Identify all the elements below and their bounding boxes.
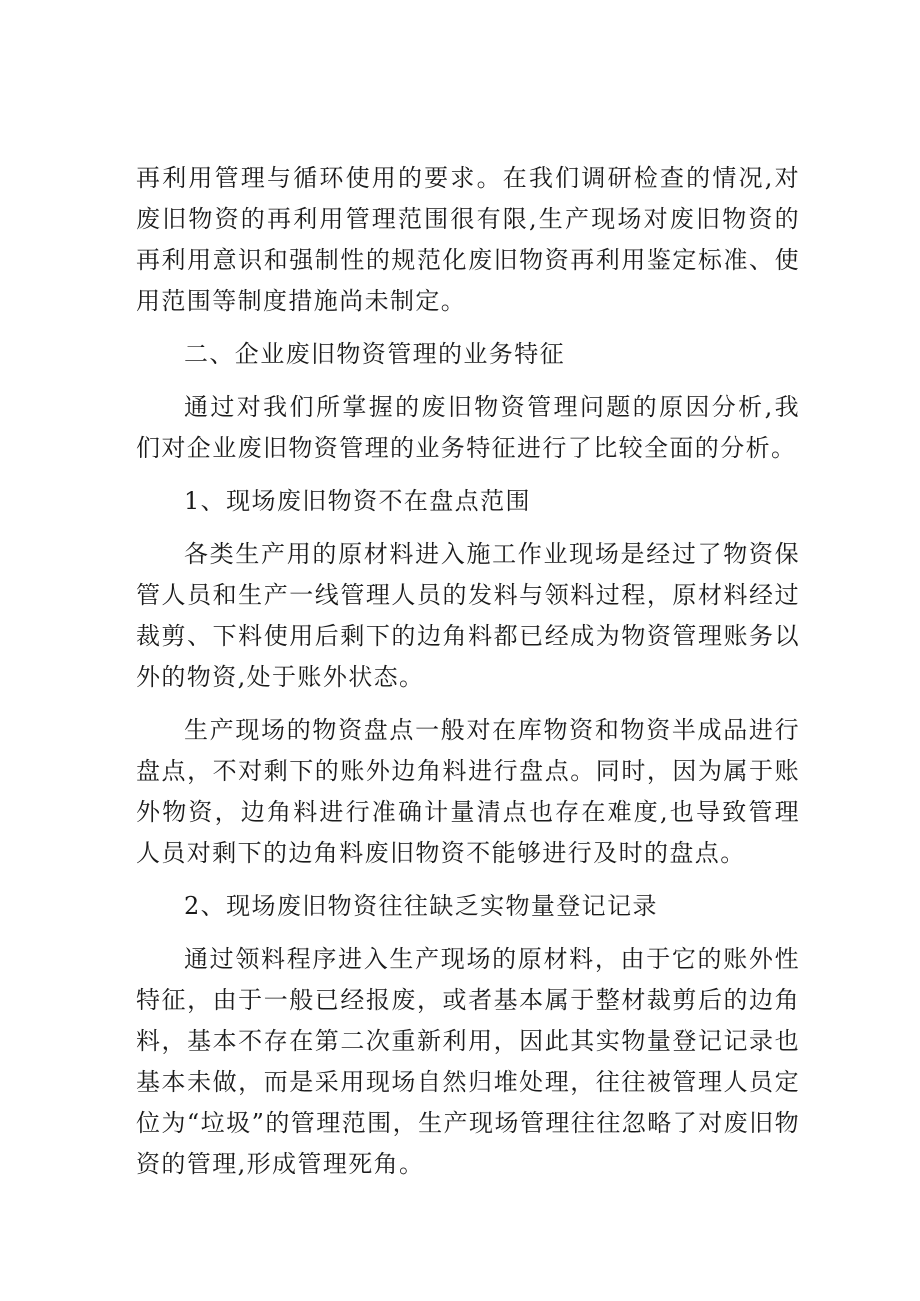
paragraph-analysis-intro: 通过对我们所掌握的废旧物资管理问题的原因分析,我们对企业废旧物资管理的业务特征进行了比较全面的分析。 xyxy=(136,393,800,462)
paragraph-raw-materials: 各类生产用的原材料进入施工作业现场是经过了物资保管人员和生产一线管理人员的发料与领料过程，原材料经过裁剪、下料使用后剩下的边角料都已经成为物资管理账务以外的物资,处于账外状态。 xyxy=(136,540,800,691)
paragraph-inventory-check: 生产现场的物资盘点一般对在库物资和物资半成品进行盘点，不对剩下的账外边角料进行盘点。同时，因为属于账外物资，边角料进行准确计量清点也存在难度,也导致管理人员对剩下的边角料废旧物资不能够进行及时的盘点。 xyxy=(136,716,800,867)
section-heading-2: 二、企业废旧物资管理的业务特征 xyxy=(184,340,565,368)
document-body xyxy=(136,158,800,1197)
subsection-heading-2: 2、现场废旧物资往往缺乏实物量登记记录 xyxy=(184,892,658,920)
paragraph-registration: 通过领料程序进入生产现场的原材料，由于它的账外性特征，由于一般已经报废，或者基本属于整材裁剪后的边角料，基本不存在第二次重新利用，因此其实物量登记记录也基本未做，而是采用现场自然归堆处理，往往被管理人员定位为“垃圾”的管理范围，生产现场管理往往忽略了对废旧物资的管理,形成管理死角。 xyxy=(136,945,800,1178)
paragraph-continuation: 再利用管理与循环使用的要求。在我们调研检查的情况,对废旧物资的再利用管理范围很有限,生产现场对废旧物资的再利用意识和强制性的规范化废旧物资再利用鉴定标准、使用范围等制度措施尚未制定。 xyxy=(136,164,800,315)
subsection-heading-1: 1、现场废旧物资不在盘点范围 xyxy=(184,487,531,515)
